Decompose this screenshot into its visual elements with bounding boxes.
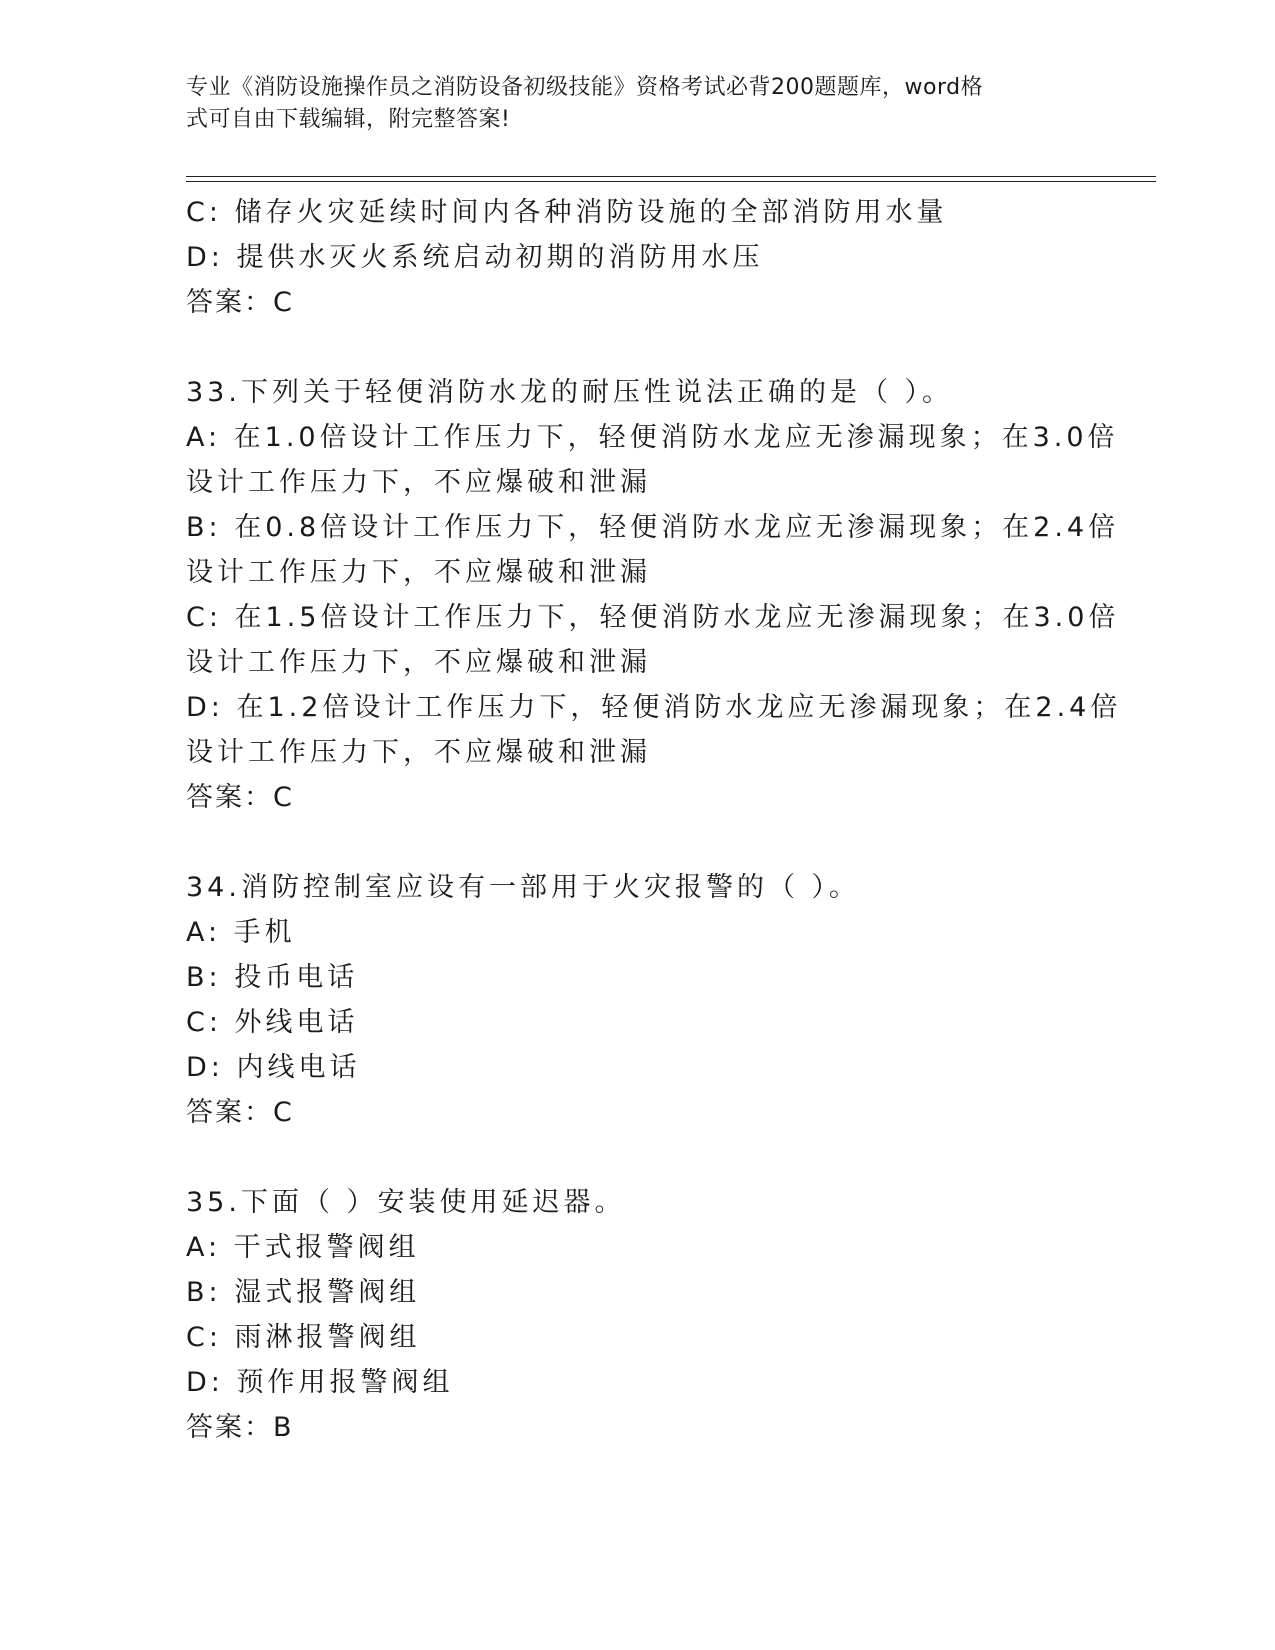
answer: 答案：C xyxy=(186,782,294,813)
option-a-cont: 设计工作压力下，不应爆破和泄漏 xyxy=(186,467,651,498)
header-divider-top xyxy=(186,176,1156,177)
question-list xyxy=(186,190,1122,1450)
question-35 xyxy=(186,1180,1086,1450)
question-32 xyxy=(186,190,1086,325)
option-d: D: 在1.2倍设计工作压力下，轻便消防水龙应无渗漏现象；在2.4倍 xyxy=(186,692,1122,723)
option-c: C: 外线电话 xyxy=(186,1007,359,1038)
option-b: B: 投币电话 xyxy=(186,962,359,993)
header-line-1: 专业《消防设施操作员之消防设备初级技能》资格考试必背200题题库，word格 xyxy=(186,75,984,100)
option-b: B: 湿式报警阀组 xyxy=(186,1277,421,1308)
option-a: A: 干式报警阀组 xyxy=(186,1232,420,1263)
answer: 答案：B xyxy=(186,1412,294,1443)
spacer xyxy=(186,820,1086,865)
option-c: C: 在1.5倍设计工作压力下，轻便消防水龙应无渗漏现象；在3.0倍 xyxy=(186,602,1120,633)
option-c: C: 储存火灾延续时间内各种消防设施的全部消防用水量 xyxy=(186,197,948,228)
question-stem: 35.下面（ ）安装使用延迟器。 xyxy=(186,1187,626,1218)
spacer xyxy=(186,325,1086,370)
option-d: D: 内线电话 xyxy=(186,1052,361,1083)
option-b: B: 在0.8倍设计工作压力下，轻便消防水龙应无渗漏现象；在2.4倍 xyxy=(186,512,1120,543)
option-d: D: 预作用报警阀组 xyxy=(186,1367,454,1398)
question-stem: 34.消防控制室应设有一部用于火灾报警的（ ）。 xyxy=(186,872,861,903)
answer: 答案：C xyxy=(186,287,294,318)
option-c-cont: 设计工作压力下，不应爆破和泄漏 xyxy=(186,647,651,678)
answer: 答案：C xyxy=(186,1097,294,1128)
question-34 xyxy=(186,865,1086,1135)
spacer xyxy=(186,1135,1086,1180)
question-33 xyxy=(186,370,1122,820)
option-d: D: 提供水灭火系统启动初期的消防用水压 xyxy=(186,242,764,273)
document-header xyxy=(186,72,1086,136)
option-b-cont: 设计工作压力下，不应爆破和泄漏 xyxy=(186,557,651,588)
option-c: C: 雨淋报警阀组 xyxy=(186,1322,421,1353)
question-stem: 33.下列关于轻便消防水龙的耐压性说法正确的是（ ）。 xyxy=(186,377,954,408)
header-line-2: 式可自由下载编辑，附完整答案! xyxy=(186,107,511,132)
option-a: A: 在1.0倍设计工作压力下，轻便消防水龙应无渗漏现象；在3.0倍 xyxy=(186,422,1119,453)
option-a: A: 手机 xyxy=(186,917,296,948)
header-divider-bottom xyxy=(186,181,1156,182)
option-d-cont: 设计工作压力下，不应爆破和泄漏 xyxy=(186,737,651,768)
